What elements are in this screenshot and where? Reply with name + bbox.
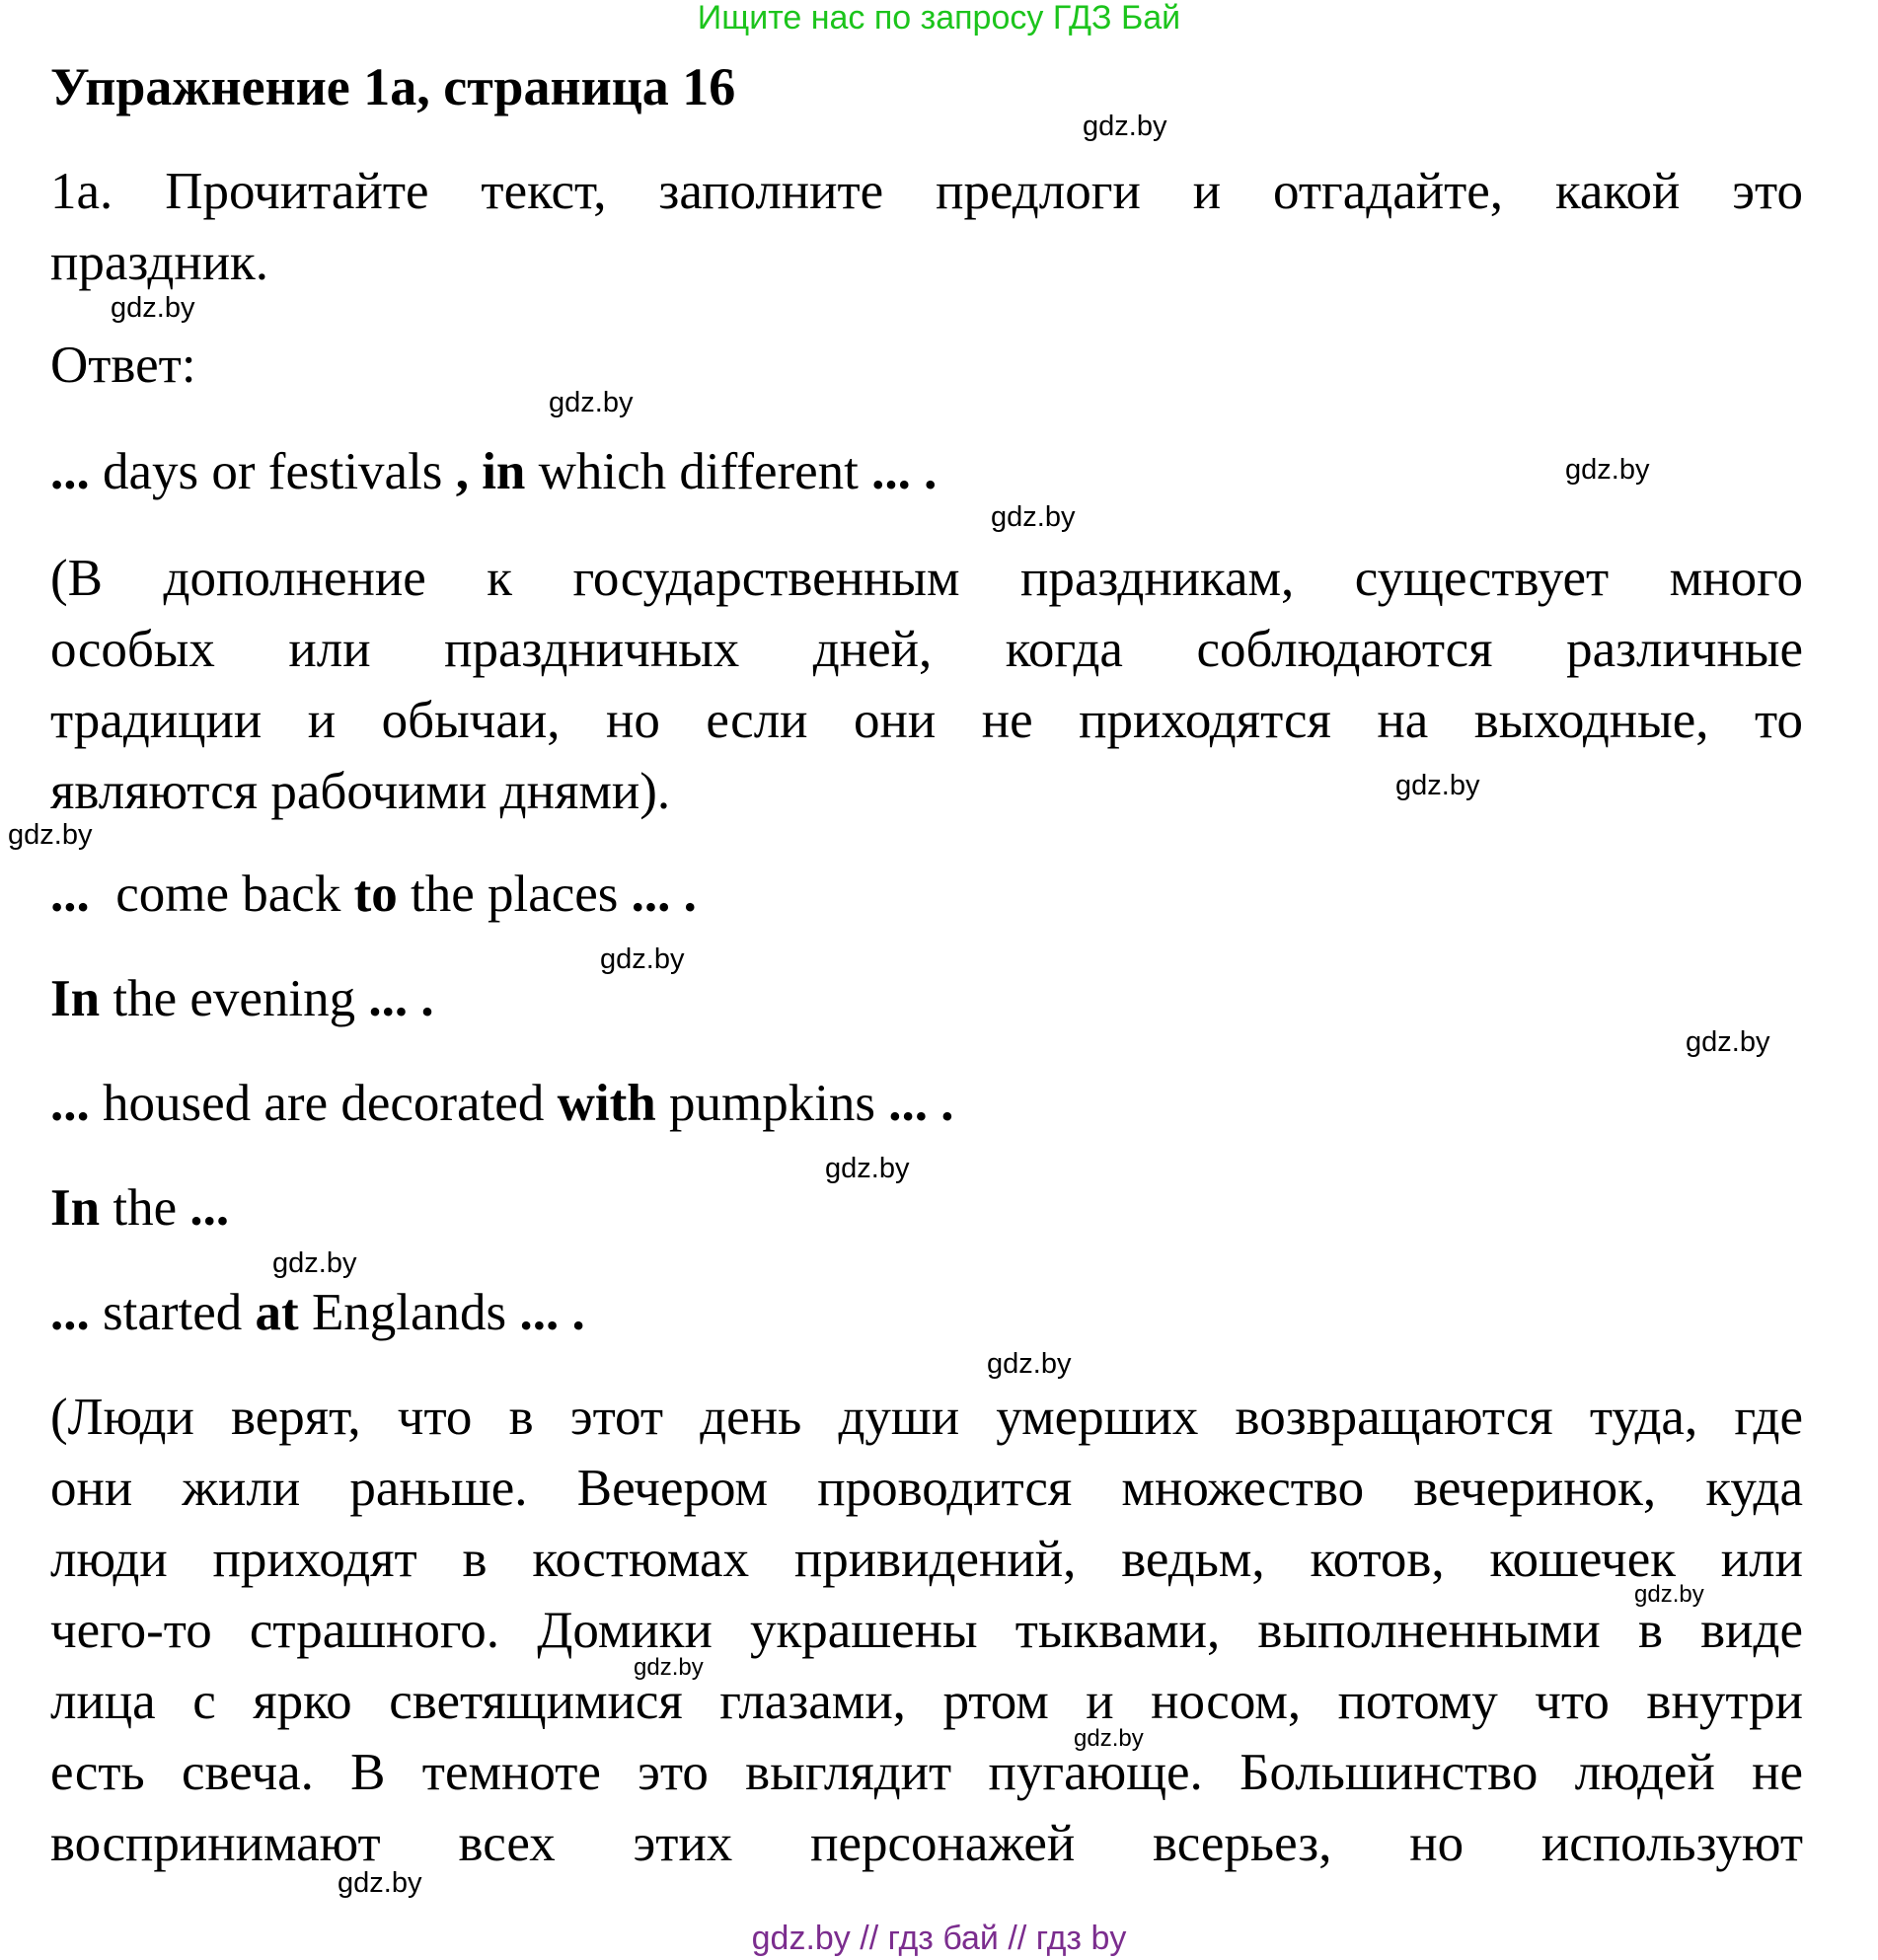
russian2-line-2: они жили раньше. Вечером проводится множество вечеринок, куда: [50, 1460, 1803, 1517]
top-banner[interactable]: Ищите нас по запросу ГДЗ Бай: [697, 0, 1181, 37]
ellipsis: ... .: [368, 970, 434, 1027]
english-line-5: [50, 1172, 229, 1244]
preposition: with: [557, 1075, 669, 1132]
ellipsis: ...: [189, 1179, 230, 1237]
russian1-line-3: традиции и обычаи, но если они не приходятся на выходные, то: [50, 692, 1803, 749]
watermark: gdz.by: [1565, 454, 1650, 486]
watermark: gdz.by: [991, 501, 1076, 533]
russian2-line-1: (Люди верят, что в этот день души умерших возвращаются туда, где: [50, 1389, 1803, 1446]
russian1-line-1: (В дополнение к государственным праздникам, существует много: [50, 550, 1803, 607]
footer-links[interactable]: gdz.by // гдз бай // гдз by: [751, 1920, 1127, 1957]
english-text: Englands: [311, 1284, 520, 1341]
task-line-2: праздник.: [50, 234, 269, 291]
english-text: the evening: [113, 970, 369, 1027]
ellipsis: ...: [50, 1075, 103, 1132]
english-text: which different: [538, 443, 872, 500]
ellipsis: ... .: [519, 1284, 585, 1341]
watermark: gdz.by: [272, 1247, 357, 1279]
preposition: , in: [455, 443, 539, 500]
english-text: days or festivals: [103, 443, 456, 500]
watermark: gdz.by: [987, 1348, 1072, 1380]
preposition: In: [50, 970, 113, 1027]
ellipsis: ...: [50, 866, 116, 923]
english-line-1: [50, 436, 937, 507]
page-title: Упражнение 1а, страница 16: [50, 57, 736, 116]
ellipsis: ...: [50, 443, 103, 500]
russian2-line-5: лица с ярко светящимися глазами, ртом и носом, потому что внутри: [50, 1673, 1803, 1730]
task-line-1: 1а. Прочитайте текст, заполните предлоги и отгадайте, какой это: [50, 163, 1803, 220]
watermark: gdz.by: [1634, 1581, 1704, 1608]
preposition: In: [50, 1179, 113, 1237]
english-text: pumpkins: [668, 1075, 889, 1132]
preposition: at: [255, 1284, 312, 1341]
russian2-line-4: чего-то страшного. Домики украшены тыквами, выполненными в виде: [50, 1602, 1803, 1659]
english-line-3: [50, 963, 434, 1034]
english-line-6: [50, 1277, 585, 1348]
ellipsis: ... .: [631, 866, 697, 923]
russian1-line-4: являются рабочими днями).: [50, 763, 671, 820]
russian2-line-7: воспринимают всех этих персонажей всерьез, но используют: [50, 1815, 1803, 1872]
watermark: gdz.by: [600, 943, 685, 975]
english-text: come back: [115, 866, 354, 923]
russian1-line-2: особых или праздничных дней, когда соблюдаются различные: [50, 621, 1803, 678]
watermark: gdz.by: [634, 1654, 704, 1681]
english-line-4: [50, 1068, 954, 1139]
answer-label: Ответ:: [50, 337, 196, 394]
russian2-line-3: люди приходят в костюмах привидений, ведьм, котов, кошечек или: [50, 1531, 1803, 1588]
english-text: the places: [410, 866, 632, 923]
russian2-line-6: есть свеча. В темноте это выглядит пугающе. Большинство людей не: [50, 1744, 1803, 1801]
watermark: gdz.by: [1083, 111, 1167, 142]
watermark: gdz.by: [549, 387, 634, 418]
english-text: started: [103, 1284, 256, 1341]
watermark: gdz.by: [338, 1867, 422, 1899]
english-text: housed are decorated: [103, 1075, 558, 1132]
watermark: gdz.by: [111, 292, 195, 324]
ellipsis: ... .: [888, 1075, 954, 1132]
english-line-2: [50, 859, 697, 930]
english-text: the: [113, 1179, 190, 1237]
ellipsis: ...: [50, 1284, 103, 1341]
preposition: to: [353, 866, 411, 923]
watermark: gdz.by: [8, 819, 93, 851]
watermark: gdz.by: [1074, 1725, 1144, 1752]
watermark: gdz.by: [1395, 770, 1480, 801]
ellipsis: ... .: [871, 443, 938, 500]
watermark: gdz.by: [1686, 1026, 1770, 1058]
watermark: gdz.by: [825, 1153, 910, 1184]
